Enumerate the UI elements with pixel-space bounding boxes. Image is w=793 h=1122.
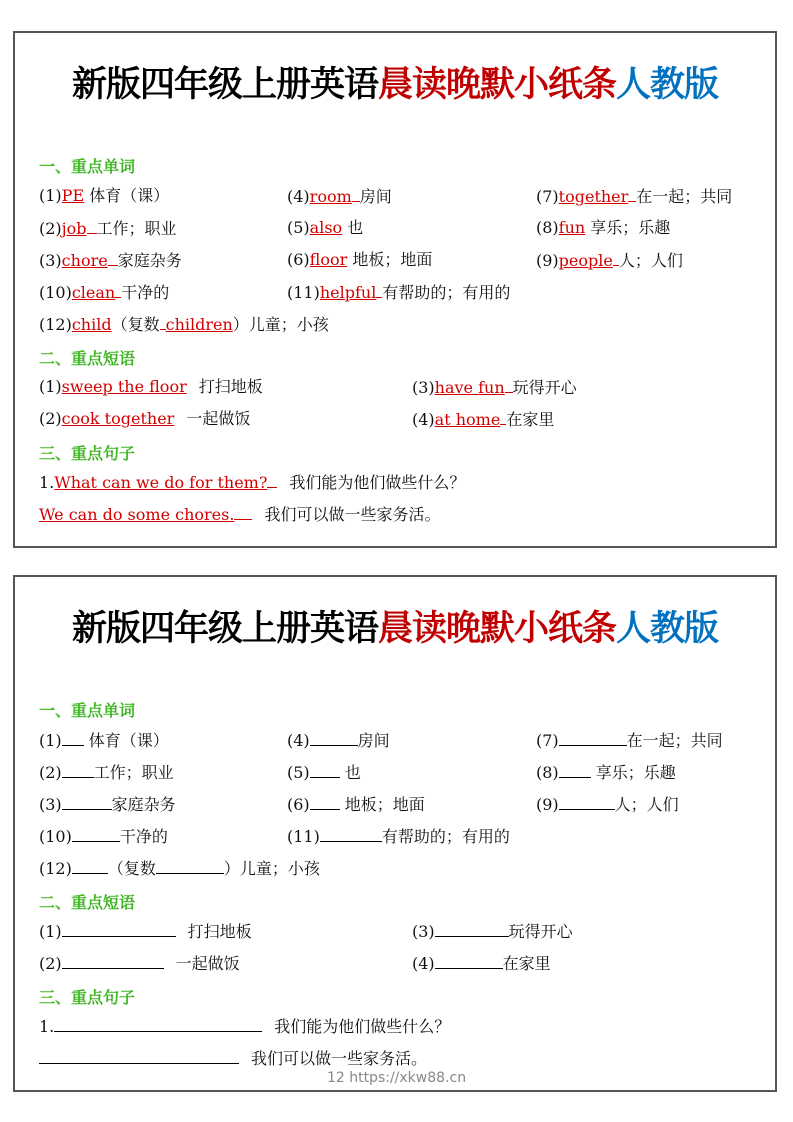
- word-blank-item: (8) 享乐；乐趣: [536, 763, 676, 782]
- word-blank-item: (1) 体育（课）: [39, 731, 169, 750]
- word-blank-item: (6) 地板；地面: [287, 795, 425, 814]
- phrase-blank-item: (4) 在家里: [412, 954, 551, 973]
- section-heading-sentences: 三、重点句子: [39, 988, 136, 1007]
- sentence-blank-item: 1. 我们能为他们做些什么？: [39, 1017, 451, 1036]
- card-title: 新版四年级上册英语晨读晚默小纸条人教版: [71, 609, 719, 649]
- sentence-item: 1.What can we do for them? 我们能为他们做些什么？: [39, 473, 466, 492]
- word-blank-item: (2) 工作；职业: [39, 763, 174, 782]
- word-item: (3)chore 家庭杂务: [39, 251, 182, 270]
- phrase-item: (2)cook together 一起做饭: [39, 409, 251, 428]
- word-item: (10)clean 干净的: [39, 283, 170, 302]
- sentence-item: We can do some chores. 我们可以做一些家务活。: [39, 505, 441, 524]
- blank-card: [13, 575, 777, 1092]
- word-item: (6)floor 地板；地面: [287, 250, 433, 269]
- word-item: (5)also 也: [287, 218, 364, 237]
- section-heading-words: 一、重点单词: [39, 157, 136, 176]
- word-item: (2)job 工作；职业: [39, 219, 177, 238]
- word-blank-item: (10) 干净的: [39, 827, 168, 846]
- word-blank-item: (5) 也: [287, 763, 361, 782]
- answer-card: [13, 31, 777, 548]
- phrase-item: (1)sweep the floor 打扫地板: [39, 377, 263, 396]
- word-blank-item: (3) 家庭杂务: [39, 795, 176, 814]
- word-blank-item: (7) 在一起；共同: [536, 731, 723, 750]
- word-blank-item: (4) 房间: [287, 731, 390, 750]
- phrase-blank-item: (1) 打扫地板: [39, 922, 252, 941]
- section-heading-phrases: 二、重点短语: [39, 349, 136, 368]
- word-blank-item: (12) （复数 ）儿童；小孩: [39, 859, 320, 878]
- phrase-blank-item: (3) 玩得开心: [412, 922, 573, 941]
- word-blank-item: (11) 有帮助的；有用的: [287, 827, 510, 846]
- phrase-item: (3)have fun 玩得开心: [412, 378, 577, 397]
- word-item: (1)PE 体育（课）: [39, 186, 170, 205]
- sentence-blank-item: 我们可以做一些家务活。: [39, 1048, 427, 1069]
- word-item: (8)fun 享乐；乐趣: [536, 218, 671, 237]
- word-item: (7)together 在一起；共同: [536, 187, 733, 206]
- word-item: (9)people 人；人们: [536, 251, 683, 270]
- section-heading-words: 一、重点单词: [39, 701, 136, 720]
- phrase-item: (4)at home 在家里: [412, 410, 555, 429]
- word-item: (4)room 房间: [287, 187, 392, 206]
- phrase-blank-item: (2) 一起做饭: [39, 954, 240, 973]
- section-heading-phrases: 二、重点短语: [39, 893, 136, 912]
- page-footer: 12 https://xkw88.cn: [326, 1070, 467, 1086]
- card-title: 新版四年级上册英语晨读晚默小纸条人教版: [71, 65, 719, 105]
- word-item: (12)child（复数 children）儿童；小孩: [39, 315, 329, 334]
- word-item: (11)helpful 有帮助的；有用的: [287, 283, 511, 302]
- section-heading-sentences: 三、重点句子: [39, 444, 136, 463]
- word-blank-item: (9) 人；人们: [536, 795, 679, 814]
